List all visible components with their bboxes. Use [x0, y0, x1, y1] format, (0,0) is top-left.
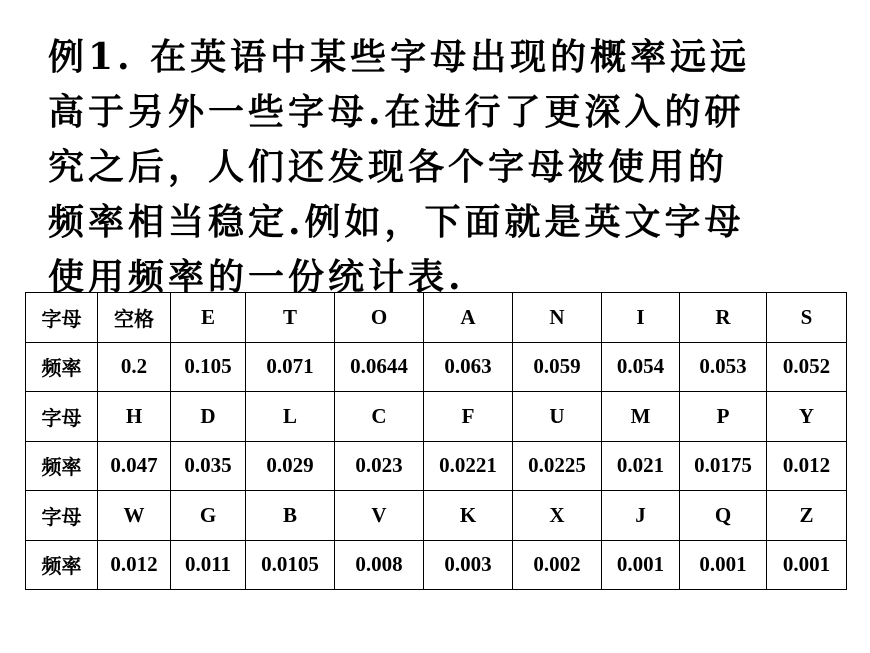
table-cell: 0.0105	[246, 540, 335, 590]
table-cell: Z	[767, 491, 847, 541]
table-cell: 0.053	[680, 342, 767, 392]
row-header-cell: 字母	[26, 293, 98, 343]
table-cell: 0.047	[98, 441, 171, 491]
table-cell: N	[513, 293, 602, 343]
statement-line: 使用频率的一份统计表.	[48, 256, 465, 298]
table-cell: B	[246, 491, 335, 541]
table-cell: L	[246, 392, 335, 442]
statement-line: 例1. 在英语中某些字母出现的概率远远	[48, 36, 751, 78]
table-cell: 0.008	[335, 540, 424, 590]
table-cell: Y	[767, 392, 847, 442]
table-cell: 0.029	[246, 441, 335, 491]
statement-line: 究之后，人们还发现各个字母被使用的	[48, 146, 729, 188]
table-cell: Q	[680, 491, 767, 541]
table-cell: 0.035	[171, 441, 246, 491]
table-cell: 0.012	[98, 540, 171, 590]
table-cell: 0.0221	[424, 441, 513, 491]
table-cell: X	[513, 491, 602, 541]
table-cell: 0.063	[424, 342, 513, 392]
frequency-row	[26, 540, 847, 590]
table-cell: U	[513, 392, 602, 442]
table-cell: V	[335, 491, 424, 541]
row-header-cell: 字母	[26, 392, 98, 442]
table-cell: F	[424, 392, 513, 442]
table-cell: 0.0225	[513, 441, 602, 491]
table-cell: K	[424, 491, 513, 541]
table-cell: 0.2	[98, 342, 171, 392]
frequency-row	[26, 441, 847, 491]
row-header-cell: 频率	[26, 540, 98, 590]
table-cell: 0.052	[767, 342, 847, 392]
table-cell: 0.012	[767, 441, 847, 491]
table-cell: 0.002	[513, 540, 602, 590]
row-header-cell: 频率	[26, 441, 98, 491]
table-cell: S	[767, 293, 847, 343]
table-cell: 0.021	[602, 441, 680, 491]
table-cell: T	[246, 293, 335, 343]
table-cell: 0.059	[513, 342, 602, 392]
frequency-row	[26, 342, 847, 392]
table-cell: R	[680, 293, 767, 343]
table-cell: 0.071	[246, 342, 335, 392]
table-cell: 0.105	[171, 342, 246, 392]
table-cell: G	[171, 491, 246, 541]
table-cell: 0.001	[602, 540, 680, 590]
table-cell: 0.0175	[680, 441, 767, 491]
letter-row	[26, 491, 847, 541]
table-cell: A	[424, 293, 513, 343]
table-cell: I	[602, 293, 680, 343]
table-cell: P	[680, 392, 767, 442]
table-cell: 0.054	[602, 342, 680, 392]
letter-row	[26, 392, 847, 442]
statement-line: 频率相当稳定.例如，下面就是英文字母	[48, 201, 745, 243]
letter-frequency-table	[25, 292, 847, 590]
table-cell: 空格	[98, 293, 171, 343]
table-cell: 0.001	[680, 540, 767, 590]
statement-line: 高于另外一些字母.在进行了更深入的研	[48, 91, 745, 133]
table-cell: 0.003	[424, 540, 513, 590]
table-cell: O	[335, 293, 424, 343]
table-cell: C	[335, 392, 424, 442]
table-cell: D	[171, 392, 246, 442]
table-cell: 0.011	[171, 540, 246, 590]
table-cell: M	[602, 392, 680, 442]
table-cell: J	[602, 491, 680, 541]
table-cell: 0.0644	[335, 342, 424, 392]
table-cell: W	[98, 491, 171, 541]
table-cell: E	[171, 293, 246, 343]
table-cell: 0.023	[335, 441, 424, 491]
letter-row	[26, 293, 847, 343]
row-header-cell: 频率	[26, 342, 98, 392]
table-cell: H	[98, 392, 171, 442]
table-cell: 0.001	[767, 540, 847, 590]
problem-statement	[48, 30, 838, 305]
row-header-cell: 字母	[26, 491, 98, 541]
